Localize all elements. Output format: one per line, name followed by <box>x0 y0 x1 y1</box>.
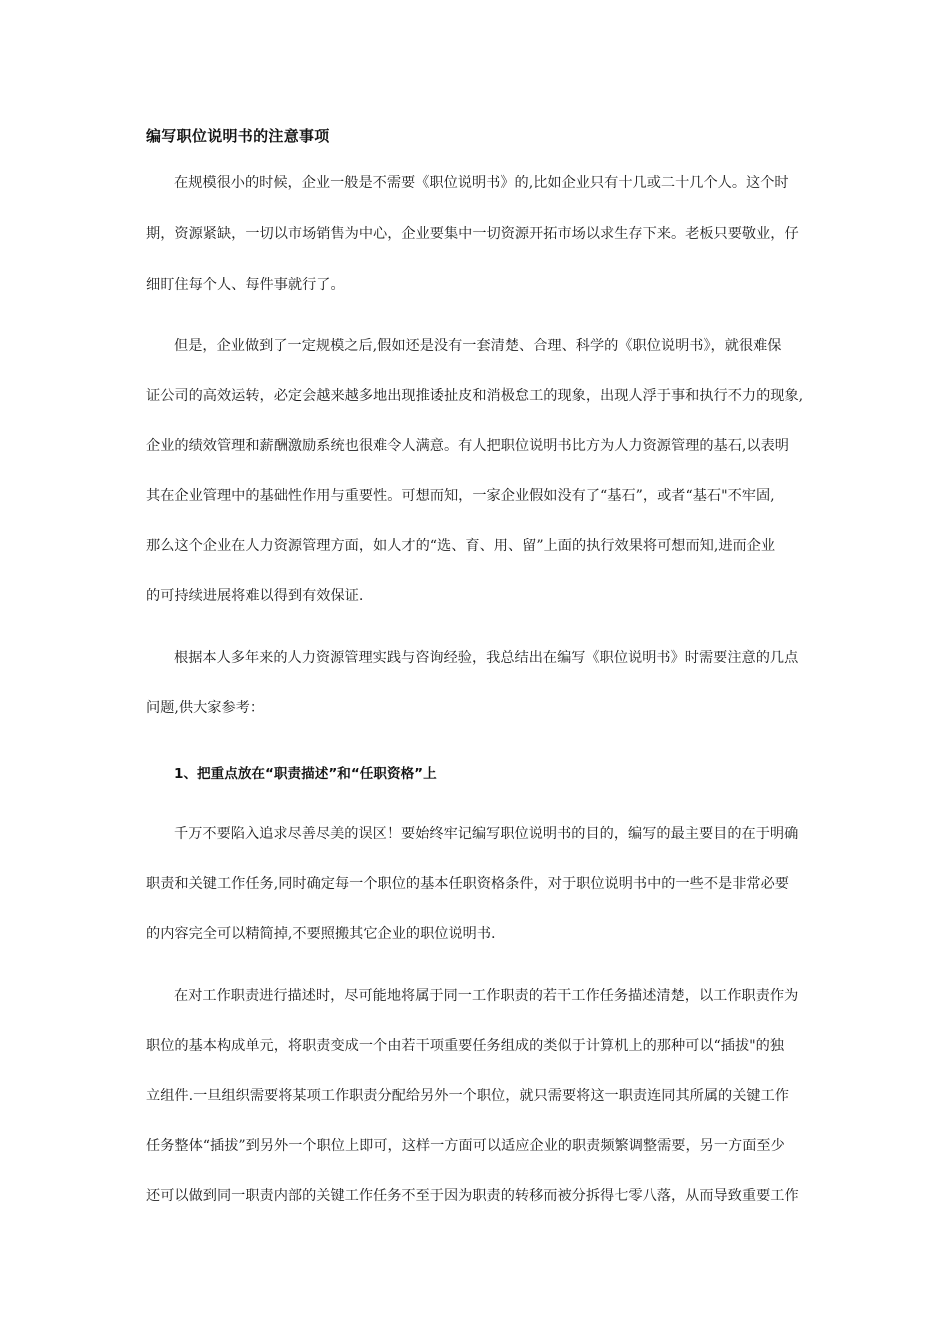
paragraph-4-line-2: 职责和关键工作任务,同时确定每一个职位的基本任职资格条件，对于职位说明书中的一些不是非常必要 <box>146 876 789 892</box>
paragraph-5-line-5: 还可以做到同一职责内部的关键工作任务不至于因为职责的转移而被分拆得七零八落，从而导致重要工作 <box>146 1188 799 1204</box>
paragraph-2-line-5: 那么这个企业在人力资源管理方面，如人才的“选、育、用、留”上面的执行效果将可想而知,进而企业 <box>146 538 776 554</box>
paragraph-2-line-4: 其在企业管理中的基础性作用与重要性。可想而知，一家企业假如没有了“基石”，或者“基石"不牢固, <box>146 488 775 504</box>
paragraph-4-line-1: 千万不要陷入追求尽善尽美的误区！要始终牢记编写职位说明书的目的，编写的最主要目的在于明确 <box>174 826 799 842</box>
paragraph-5-line-1: 在对工作职责进行描述时，尽可能地将属于同一工作职责的若干工作任务描述清楚，以工作职责作为 <box>174 988 799 1004</box>
paragraph-3-line-2: 问题,供大家参考： <box>146 700 265 716</box>
paragraph-5-line-2: 职位的基本构成单元，将职责变成一个由若干项重要任务组成的类似于计算机上的那种可以“插拔"的独 <box>146 1038 785 1054</box>
paragraph-3-line-1: 根据本人多年来的人力资源管理实践与咨询经验，我总结出在编写《职位说明书》时需要注意的几点 <box>174 650 799 666</box>
paragraph-1-line-2: 期，资源紧缺，一切以市场销售为中心，企业要集中一切资源开拓市场以求生存下来。老板只要敬业，仔 <box>146 226 799 242</box>
paragraph-1-line-3: 细盯住每个人、每件事就行了。 <box>146 277 345 293</box>
paragraph-2-line-3: 企业的绩效管理和薪酬激励系统也很难令人满意。有人把职位说明书比方为人力资源管理的基石,以表明 <box>146 438 789 454</box>
paragraph-4-line-3: 的内容完全可以精简掉,不要照搬其它企业的职位说明书. <box>146 926 496 942</box>
paragraph-5-line-3: 立组件.一旦组织需要将某项工作职责分配给另外一个职位，就只需要将这一职责连同其所属的关键工作 <box>146 1088 789 1104</box>
document-title: 编写职位说明书的注意事项 <box>146 127 330 145</box>
paragraph-2-line-6: 的可持续进展将难以得到有效保证. <box>146 588 364 604</box>
paragraph-1-line-1: 在规模很小的时候，企业一般是不需要《职位说明书》的,比如企业只有十几或二十几个人。这个时 <box>174 175 789 191</box>
paragraph-2-line-2: 证公司的高效运转，必定会越来越多地出现推诿扯皮和消极怠工的现象，出现人浮于事和执行不力的现象, <box>146 388 804 404</box>
paragraph-5-line-4: 任务整体“插拔”到另外一个职位上即可，这样一方面可以适应企业的职责频繁调整需要，另一方面至少 <box>146 1138 785 1154</box>
section-1-heading: 1、把重点放在“职责描述”和“任职资格”上 <box>174 766 437 782</box>
paragraph-2-line-1: 但是，企业做到了一定规模之后,假如还是没有一套清楚、合理、科学的《职位说明书》，就很难保 <box>174 338 782 354</box>
